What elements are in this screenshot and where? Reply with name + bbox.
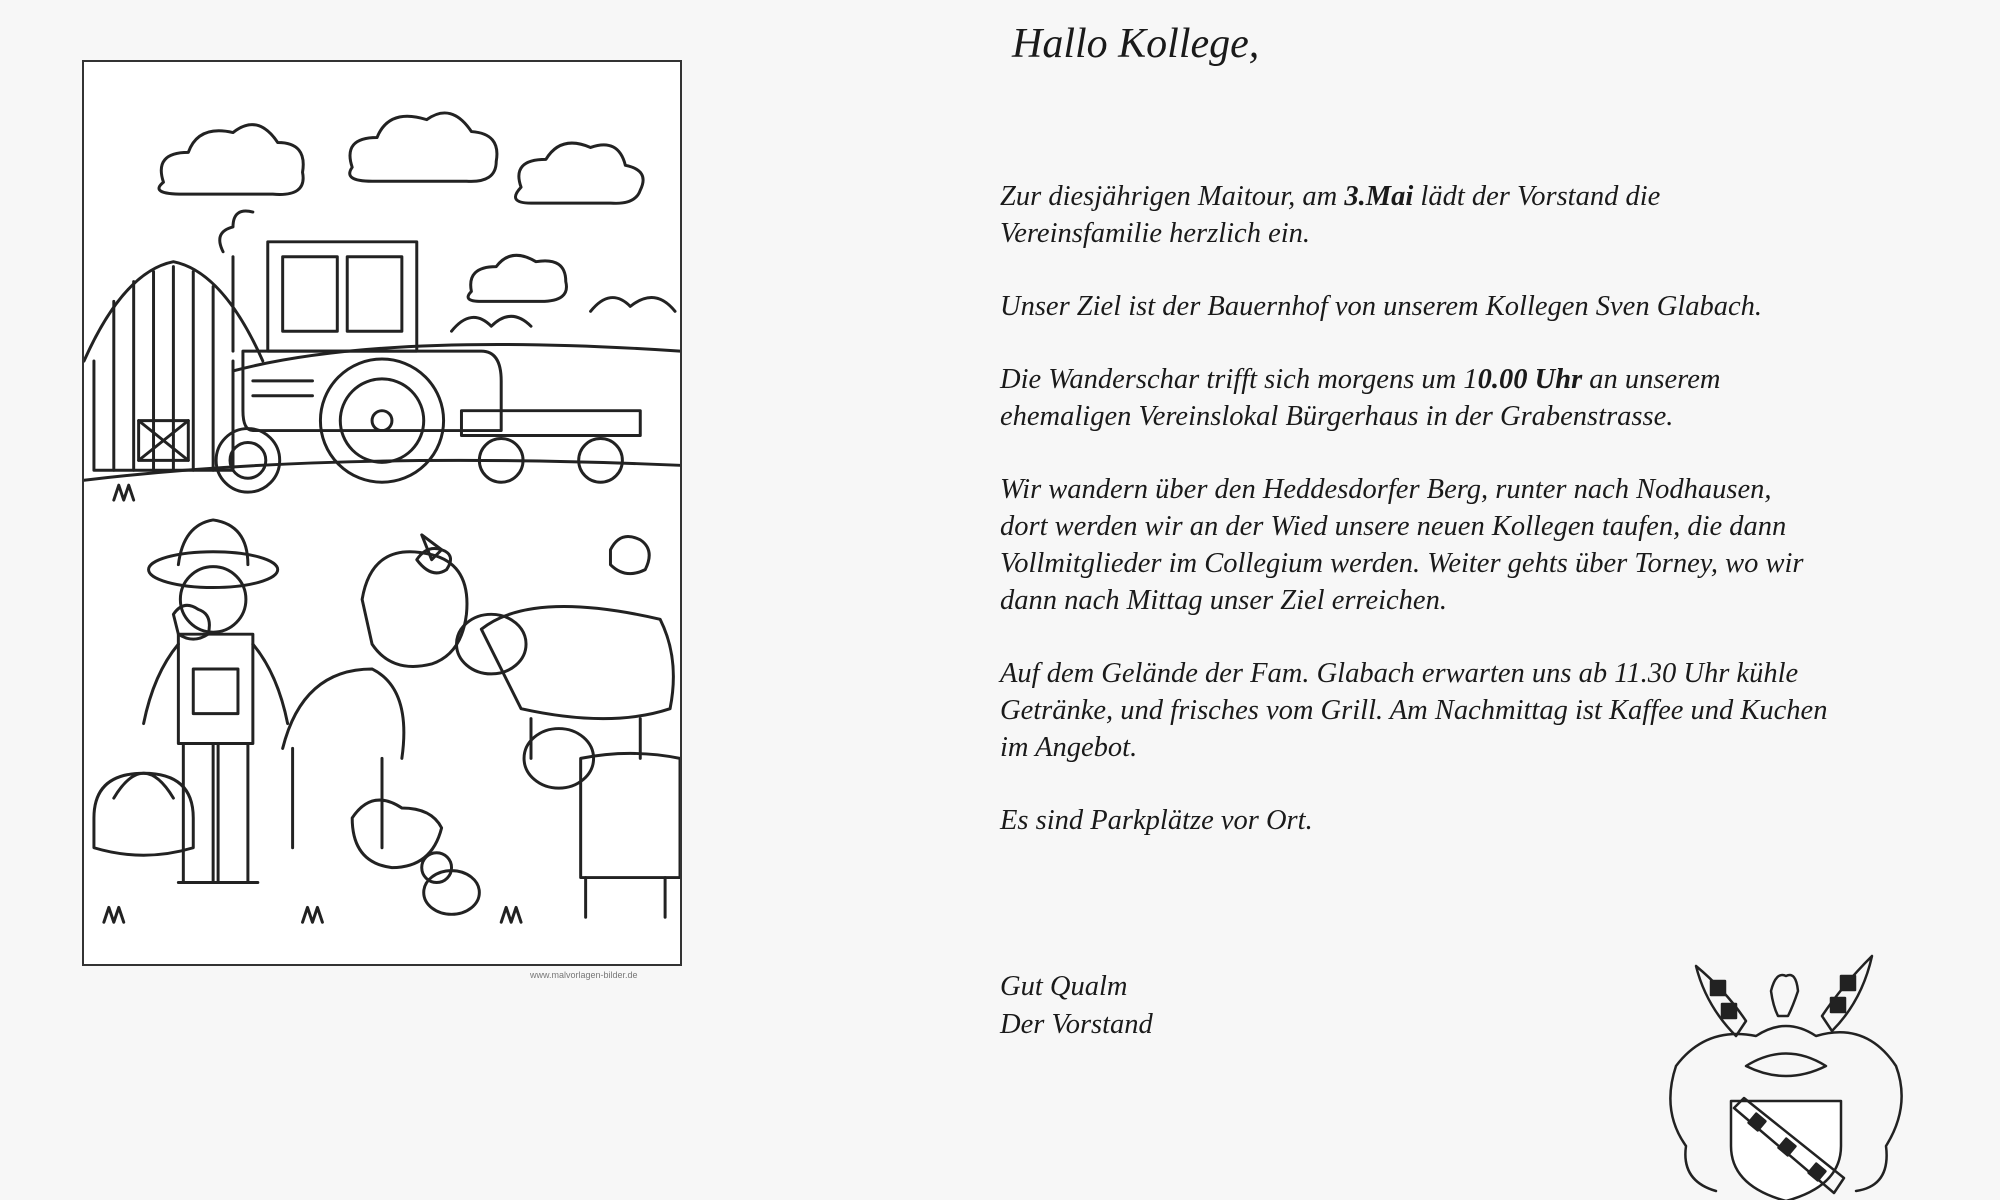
paragraph-text: Auf dem Gelände der Fam. Glabach erwarten uns ab 11.30 Uhr kühle bbox=[1000, 658, 1799, 689]
paragraph-text: Vereinsfamilie herzlich ein. bbox=[1000, 218, 1311, 249]
farm-coloring-illustration bbox=[82, 60, 682, 966]
cow-icon bbox=[457, 607, 674, 759]
chick-icon bbox=[422, 853, 480, 915]
tractor-icon bbox=[216, 211, 640, 492]
paragraph-parking: Es sind Parkplätze vor Ort. bbox=[1000, 805, 1313, 836]
paragraph-text: im Angebot. bbox=[1000, 732, 1138, 763]
paragraph-text: Vollmitglieder im Collegium werden. Weiter gehts über Torney, wo wir bbox=[1000, 548, 1804, 579]
paragraph-text: lädt der Vorstand die bbox=[1413, 181, 1661, 212]
calf-icon bbox=[524, 729, 680, 918]
farmer-boy-icon bbox=[94, 520, 288, 883]
letter-closing bbox=[1000, 968, 1153, 1044]
paragraph-text: Die Wanderschar trifft sich morgens um 1 bbox=[1000, 364, 1478, 395]
paragraph-text: Getränke, und frisches vom Grill. Am Nachmittag ist Kaffee und Kuchen bbox=[1000, 695, 1828, 726]
paragraph-text: dann nach Mittag unser Ziel erreichen. bbox=[1000, 585, 1447, 616]
paragraph-route bbox=[1000, 471, 1970, 619]
letter-body bbox=[1000, 178, 1970, 875]
barn-icon bbox=[84, 262, 263, 471]
paragraph-text: ehemaligen Vereinslokal Bürgerhaus in der Grabenstrasse. bbox=[1000, 401, 1674, 432]
paragraph-invitation bbox=[1000, 178, 1970, 252]
closing-signature: Der Vorstand bbox=[1000, 1009, 1153, 1040]
closing-greeting: Gut Qualm bbox=[1000, 971, 1128, 1002]
paragraph-text: Zur diesjährigen Maitour, am bbox=[1000, 181, 1345, 212]
time-highlight: 0.00 Uhr bbox=[1477, 364, 1583, 395]
coat-of-arms-icon bbox=[1656, 936, 1912, 1200]
illustration-credit: www.malvorlagen-bilder.de bbox=[530, 970, 638, 980]
paragraph-destination: Unser Ziel ist der Bauernhof von unserem Kollegen Sven Glabach. bbox=[1000, 291, 1762, 322]
paragraph-meeting-point bbox=[1000, 361, 1970, 435]
paragraph-text: dort werden wir an der Wied unsere neuen Kollegen taufen, die dann bbox=[1000, 511, 1787, 542]
salutation: Hallo Kollege, bbox=[1012, 21, 1260, 67]
paragraph-text: Wir wandern über den Heddesdorfer Berg, runter nach Nodhausen, bbox=[1000, 474, 1772, 505]
paragraph-catering bbox=[1000, 655, 1970, 766]
paragraph-text: an unserem bbox=[1582, 364, 1721, 395]
date-highlight: 3.Mai bbox=[1344, 181, 1414, 212]
